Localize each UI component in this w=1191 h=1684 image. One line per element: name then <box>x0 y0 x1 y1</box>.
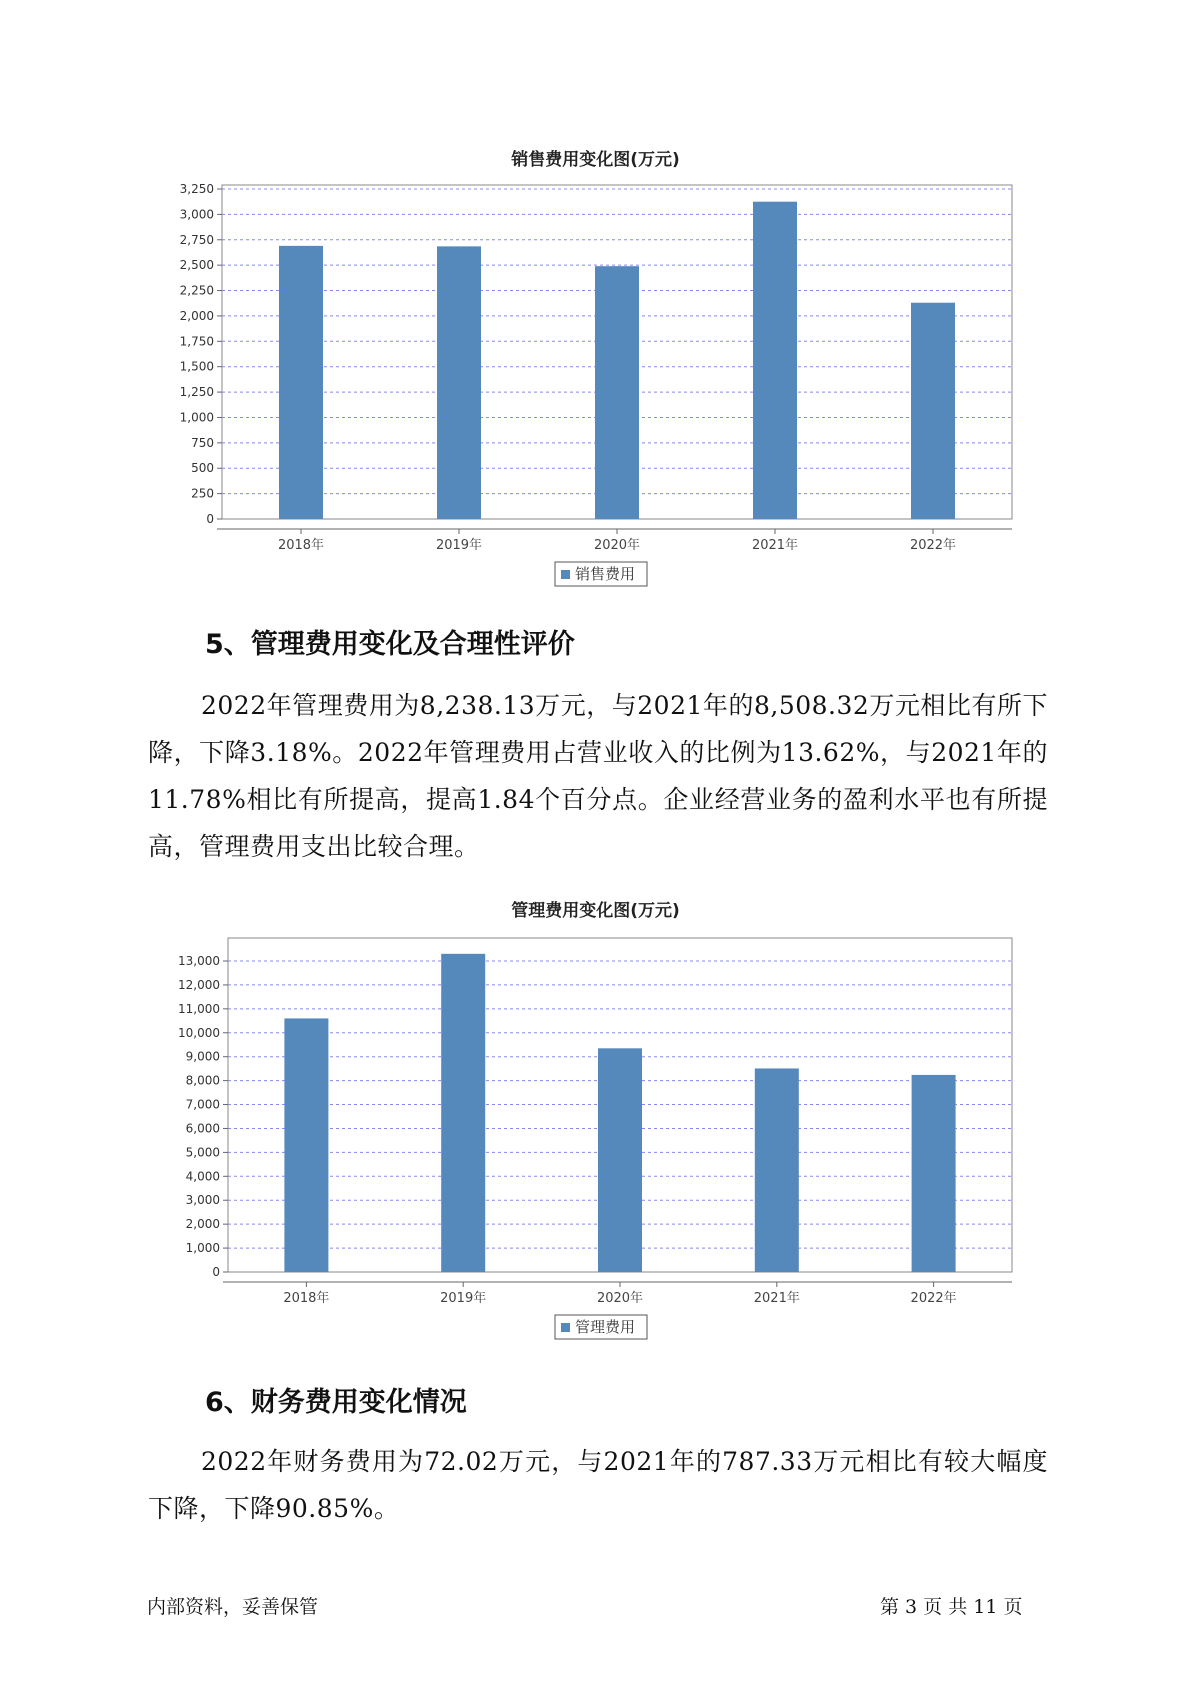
bar-2018年 <box>279 246 323 519</box>
legend-label: 管理费用 <box>575 1318 636 1336</box>
y-tick-label: 1,750 <box>179 334 214 349</box>
y-tick-label: 2,750 <box>179 232 214 247</box>
y-tick-label: 3,250 <box>179 182 214 196</box>
bar-2022年 <box>911 303 955 519</box>
legend-swatch <box>561 570 570 579</box>
y-tick-label: 3,000 <box>185 1193 220 1208</box>
bar-2022年 <box>912 1075 956 1272</box>
x-tick-label: 2022年 <box>910 1291 957 1306</box>
sales-expense-chart <box>0 170 1191 590</box>
y-tick-label: 2,000 <box>179 308 214 323</box>
y-tick-label: 11,000 <box>178 1001 220 1016</box>
bar-2020年 <box>595 266 639 519</box>
section-6-paragraph: 2022年财务费用为72.02万元，与2021年的787.33万元相比有较大幅度下降，下降90.85%。 <box>148 1447 1048 1523</box>
x-tick-label: 2022年 <box>909 538 957 553</box>
x-tick-label: 2018年 <box>277 538 325 553</box>
legend-swatch <box>561 1323 570 1332</box>
section-5-paragraph: 2022年管理费用为8,238.13万元，与2021年的8,508.32万元相比有所下降，下降3.18%。2022年管理费用占营业收入的比例为13.62%，与2021年的11.78%相比有所提高，提高1.84个百分点。企业经营业务的盈利水平也有所提高，管理费用支出比较合理。 <box>148 691 1048 861</box>
y-tick-label: 2,000 <box>185 1217 220 1232</box>
x-tick-label: 2019年 <box>440 1291 487 1306</box>
bar-2021年 <box>753 202 797 519</box>
y-tick-label: 5,000 <box>185 1145 220 1160</box>
y-tick-label: 7,000 <box>185 1097 220 1112</box>
bar-2021年 <box>755 1068 799 1272</box>
x-tick-label: 2021年 <box>751 538 799 553</box>
y-tick-label: 8,000 <box>185 1073 220 1088</box>
y-tick-label: 10,000 <box>178 1025 220 1040</box>
y-tick-label: 500 <box>191 461 214 476</box>
y-tick-label: 6,000 <box>185 1121 220 1136</box>
x-tick-label: 2019年 <box>435 538 483 553</box>
y-tick-label: 9,000 <box>185 1049 220 1064</box>
y-tick-label: 1,000 <box>179 410 214 425</box>
bar-2019年 <box>441 954 485 1272</box>
y-tick-label: 2,250 <box>179 283 214 298</box>
section-6-heading: 6、财务费用变化情况 <box>205 1387 467 1418</box>
y-tick-label: 750 <box>191 435 214 450</box>
x-tick-label: 2020年 <box>593 538 641 553</box>
bar-2018年 <box>284 1018 328 1272</box>
x-tick-label: 2018年 <box>283 1291 330 1306</box>
y-tick-label: 2,500 <box>179 258 214 273</box>
x-tick-label: 2020年 <box>596 1291 644 1306</box>
section-5-heading: 5、管理费用变化及合理性评价 <box>205 629 575 660</box>
footer-page-number: 第 3 页 共 11 页 <box>880 1596 1023 1618</box>
y-tick-label: 1,500 <box>179 359 214 374</box>
chart-title-admin: 管理费用变化图(万元) <box>511 901 680 921</box>
x-tick-label: 2021年 <box>753 1291 800 1306</box>
y-tick-label: 4,000 <box>185 1169 220 1184</box>
y-tick-label: 3,000 <box>179 207 214 222</box>
bar-2020年 <box>598 1048 642 1272</box>
y-tick-label: 0 <box>206 512 214 526</box>
y-tick-label: 12,000 <box>178 977 220 992</box>
y-tick-label: 250 <box>191 486 214 501</box>
y-tick-label: 0 <box>212 1265 220 1279</box>
bar-2019年 <box>437 246 481 519</box>
y-tick-label: 1,000 <box>185 1241 220 1256</box>
chart-title-sales: 销售费用变化图(万元) <box>511 150 680 170</box>
footer-confidential-note: 内部资料，妥善保管 <box>147 1596 319 1618</box>
legend-label: 销售费用 <box>575 565 636 583</box>
y-tick-label: 13,000 <box>178 954 220 968</box>
y-tick-label: 1,250 <box>179 385 214 400</box>
admin-expense-chart <box>0 922 1191 1342</box>
